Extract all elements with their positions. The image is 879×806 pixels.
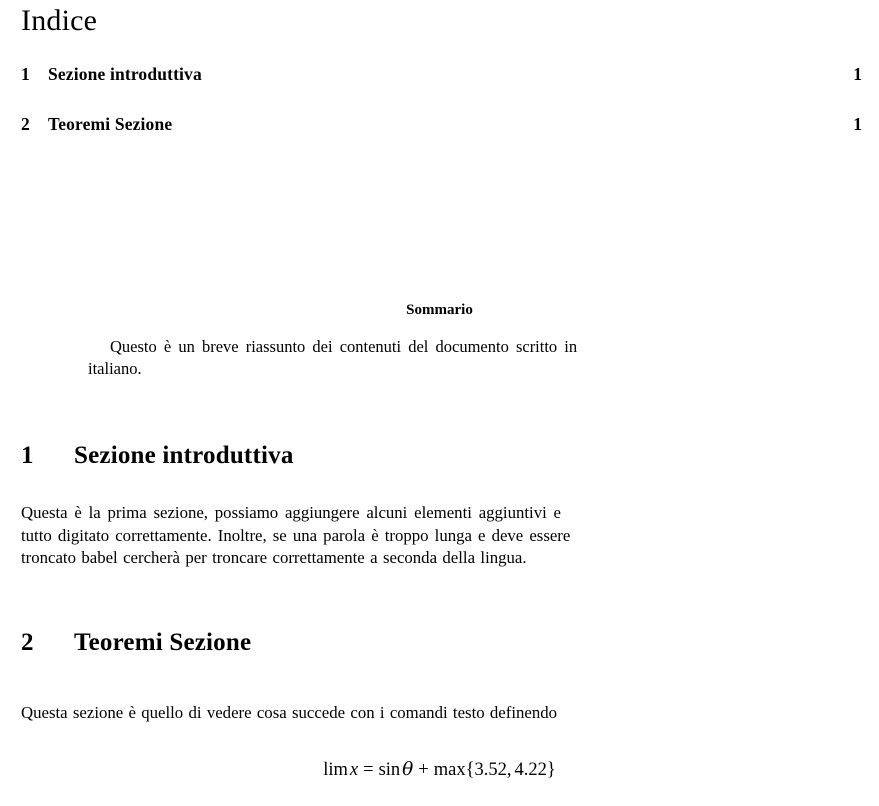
equation-theta-symbol: θ [402, 759, 414, 780]
equation-comma: , [506, 760, 512, 780]
abstract-line: italiano. [88, 359, 142, 378]
section-number: 1 [21, 442, 34, 469]
equation-variable: x [349, 760, 359, 780]
equation-value-2: 4.22 [514, 760, 547, 780]
display-equation [0, 757, 879, 783]
paragraph-line: tutto digitato correttamente. Inoltre, se una parola è troppo lunga e deve essere [21, 525, 571, 545]
section-2-paragraph [21, 702, 859, 725]
equation-plus-operator: + [418, 760, 429, 780]
toc-entry-2[interactable] [0, 108, 879, 158]
section-number: 2 [21, 629, 34, 656]
section-title: Teoremi Sezione [74, 629, 252, 656]
equation-relation: = [363, 760, 374, 780]
abstract-title: Sommario [406, 302, 473, 318]
toc-entry-label: Sezione introduttiva [48, 64, 202, 84]
abstract-block [88, 300, 791, 380]
toc-list [0, 58, 879, 158]
equation-close-brace: } [546, 760, 556, 780]
equation-sin-operator: sin [378, 760, 401, 780]
paragraph-line: Questa sezione è quello di vedere cosa succede con i comandi testo definendo [21, 703, 558, 722]
toc-entry-number: 1 [21, 64, 30, 84]
section-title: Sezione introduttiva [74, 442, 294, 469]
equation-max-operator: max [433, 760, 466, 780]
equation-open-brace: { [465, 760, 475, 780]
toc-title: Indice [21, 4, 98, 37]
abstract-line: Questo è un breve riassunto dei contenuti del documento scritto in [110, 337, 578, 356]
paragraph-line: troncato babel cercherà per troncare correttamente a seconda della lingua. [21, 548, 527, 567]
toc-entry-page: 1 [853, 64, 862, 84]
section-1-paragraph [21, 502, 859, 570]
equation-limit-operator: lim [323, 760, 348, 780]
abstract-body [88, 336, 791, 380]
toc-entry-number: 2 [21, 114, 30, 134]
toc-entry-1[interactable] [0, 58, 879, 108]
equation-value-1: 3.52 [474, 760, 507, 780]
toc-entry-page: 1 [853, 114, 862, 134]
toc-entry-label: Teoremi Sezione [48, 114, 173, 134]
paragraph-line: Questa è la prima sezione, possiamo aggiungere alcuni elementi aggiuntivi e [21, 503, 561, 522]
